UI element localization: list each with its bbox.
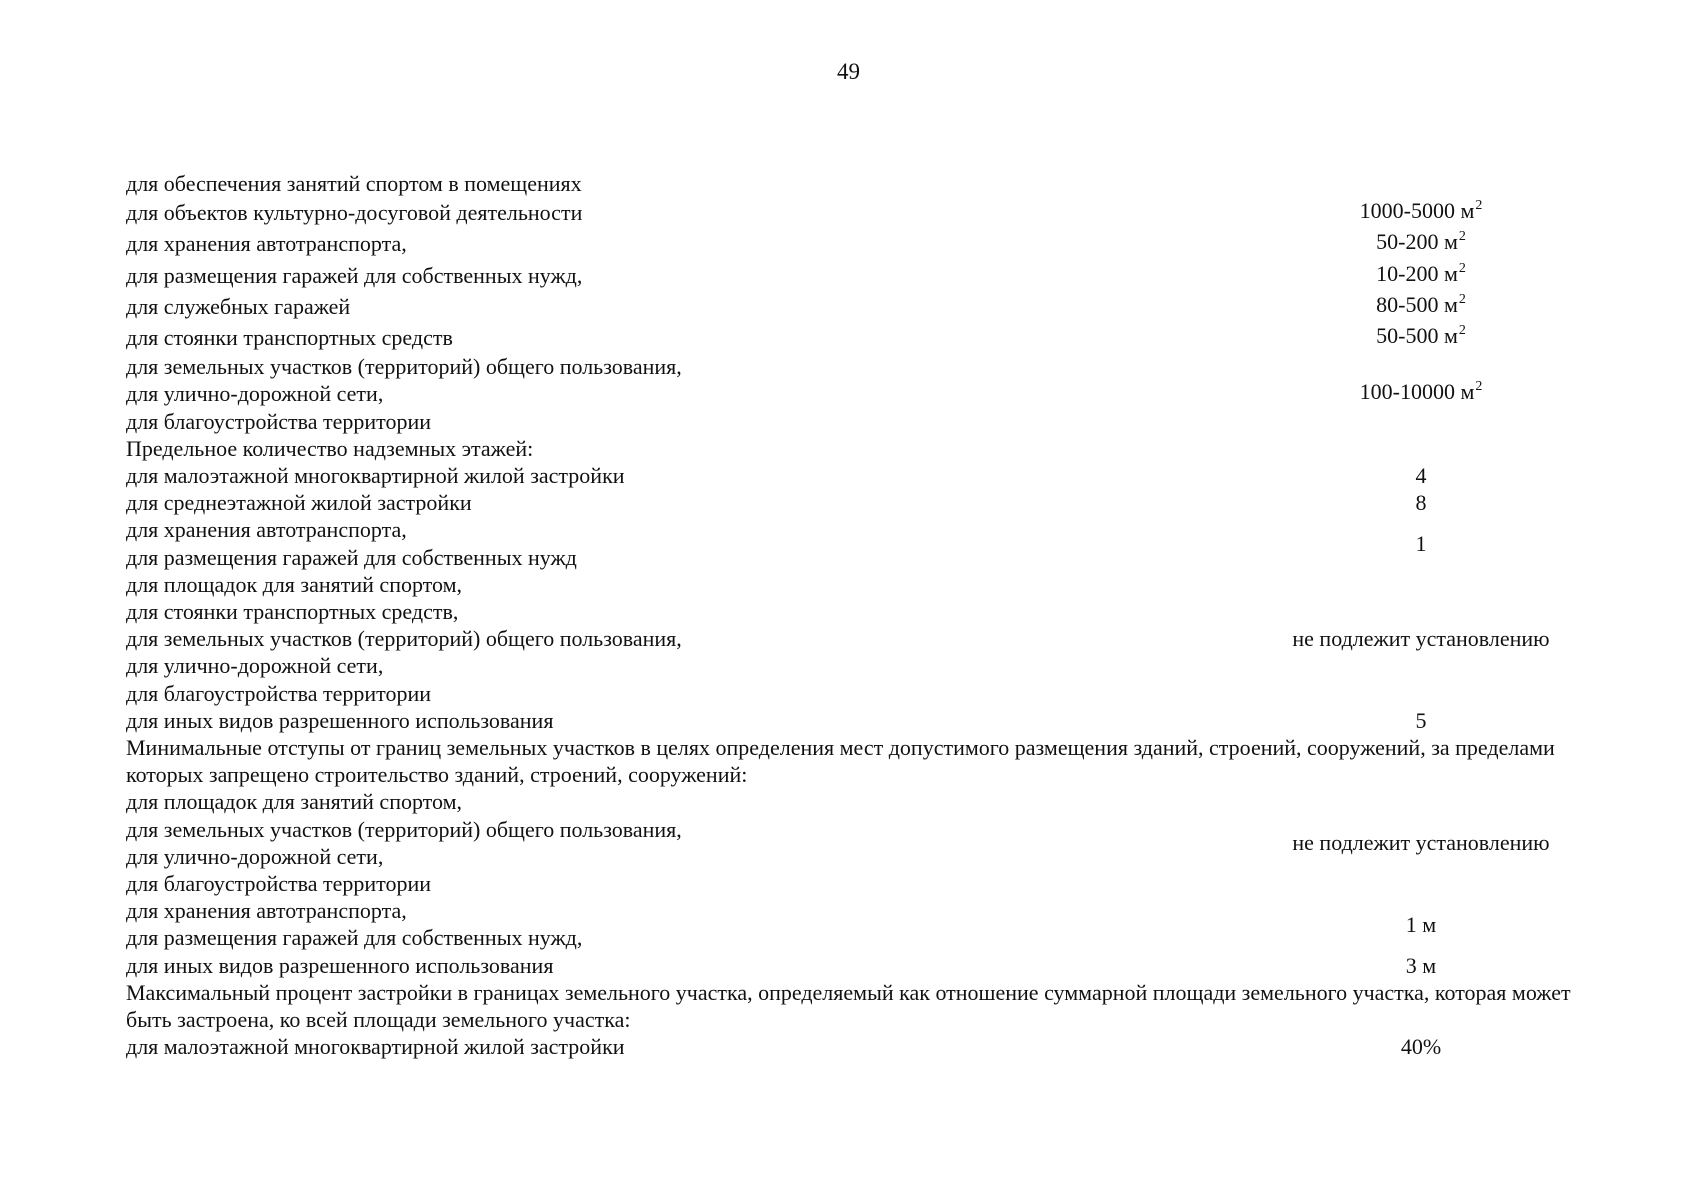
row-label: для земельных участков (территорий) общего пользования, [126, 354, 682, 380]
row-label: для земельных участков (территорий) общего пользования, [126, 626, 682, 652]
row-label: для хранения автотранспорта, [126, 517, 407, 543]
row-value: не подлежит установлению [1292, 626, 1550, 652]
row-value: 10-200 $м^2$ [1376, 260, 1466, 286]
row-label: для благоустройства территории [126, 408, 432, 434]
row-label: для стоянки транспортных средств, [126, 599, 459, 625]
row-label: для размещения гаражей для собственных нужд, [126, 925, 583, 951]
row-value: 100-10000 $м^2$ [1359, 379, 1483, 405]
floors-row [126, 516, 1586, 570]
superscript: 2 [1458, 260, 1466, 276]
row-label: для размещения гаражей для собственных нужд, [126, 262, 583, 288]
row-label: для иных видов разрешенного использования [126, 952, 554, 978]
row-value: 50-500 $м^2$ [1376, 323, 1466, 349]
area-row [126, 322, 1586, 353]
row-value: 4 [1415, 463, 1427, 489]
row-label: для улично-дорожной сети, [126, 381, 384, 407]
row-label: для малоэтажной многоквартирной жилой застройки [126, 463, 625, 489]
row-label: для благоустройства территории [126, 680, 432, 706]
row-label: для размещения гаражей для собственных нужд [126, 544, 577, 570]
row-label: для обеспечения занятий спортом в помещениях [126, 171, 582, 196]
area-row [126, 170, 1586, 197]
superscript: 2 [1475, 198, 1483, 214]
floors-row [126, 489, 1586, 516]
area-row [126, 260, 1586, 291]
row-label: для площадок для занятий спортом, [126, 571, 463, 597]
row-value: 1 м [1405, 911, 1437, 937]
row-label: для объектов культурно-досуговой деятельности [126, 200, 583, 226]
row-label: для площадок для занятий спортом, [126, 789, 463, 815]
row-label: для улично-дорожной сети, [126, 653, 384, 679]
row-label: для улично-дорожной сети, [126, 843, 384, 869]
row-label: для стоянки транспортных средств [126, 325, 453, 351]
row-label: для иных видов разрешенного использования [126, 707, 554, 733]
document-body [126, 170, 1586, 1061]
row-value: 5 [1415, 707, 1427, 733]
row-label: для среднеэтажной жилой застройки [126, 490, 472, 516]
row-label: для малоэтажной многоквартирной жилой застройки [126, 1034, 625, 1060]
row-value: 8 [1415, 490, 1427, 516]
page-number: 49 [837, 59, 860, 84]
floors-row [126, 462, 1586, 489]
row-value: не подлежит установлению [1292, 830, 1550, 856]
row-label: для земельных участков (территорий) общего пользования, [126, 816, 682, 842]
setbacks-row [126, 897, 1586, 951]
floors-row [126, 571, 1586, 707]
row-value: 1 [1415, 531, 1427, 557]
superscript: 2 [1458, 229, 1466, 245]
floors-row [126, 707, 1586, 734]
row-value: 40% [1400, 1034, 1442, 1060]
setbacks-row [126, 952, 1586, 979]
setbacks-row [126, 788, 1586, 897]
superscript: 2 [1458, 323, 1466, 339]
row-value: 50-200 $м^2$ [1376, 229, 1466, 255]
area-row [126, 197, 1586, 228]
section-heading-setbacks: Минимальные отступы от границ земельных участков в целях определения мест допустимого размещения зданий, строений, сооружений, за пределами которых запрещено строительство зданий, строений, сооружений: [126, 735, 1555, 788]
coverage-row [126, 1033, 1586, 1060]
row-label: для благоустройства территории [126, 871, 432, 897]
area-row [126, 353, 1586, 435]
row-value: 80-500 $м^2$ [1376, 291, 1466, 317]
area-row [126, 228, 1586, 259]
row-value: 3 м [1405, 952, 1437, 978]
area-row [126, 291, 1586, 322]
superscript: 2 [1475, 379, 1483, 395]
row-label: для хранения автотранспорта, [126, 898, 407, 924]
superscript: 2 [1458, 291, 1466, 307]
section-heading-coverage: Максимальный процент застройки в границах земельного участка, определяемый как отношение суммарной площади земельного участка, которая может быть застроена, ко всей площади земельного участка: [126, 979, 1571, 1033]
row-label: для служебных гаражей [126, 293, 351, 319]
section-heading-floors: Предельное количество надземных этажей: [126, 435, 534, 461]
row-value: 1000-5000 $м^2$ [1359, 198, 1483, 224]
row-label: для хранения автотранспорта, [126, 231, 407, 257]
